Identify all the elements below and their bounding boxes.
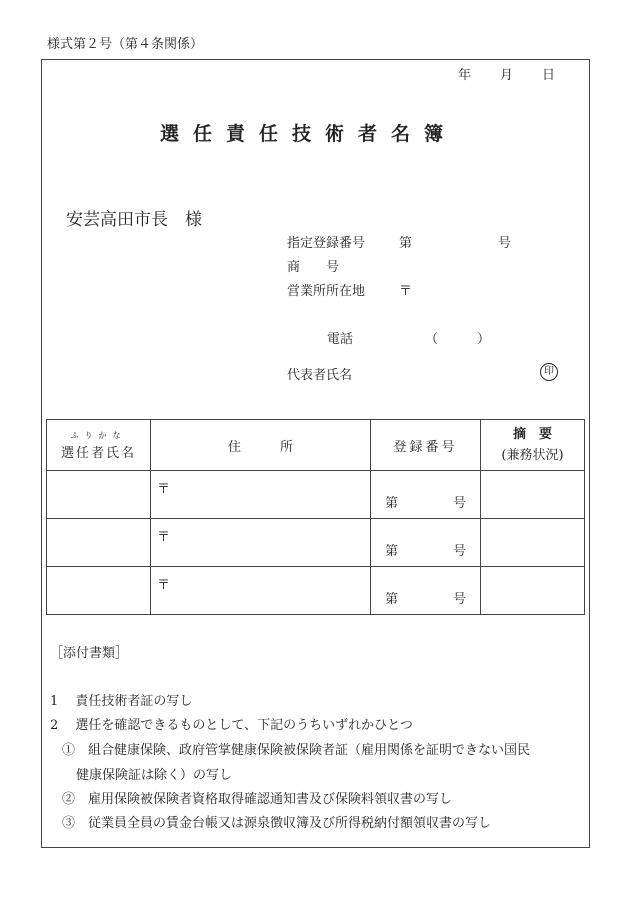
row1-reg-no-cell (371, 471, 481, 519)
addressee: 安芸高田市長 様 (66, 210, 202, 230)
row2-name-cell (47, 519, 151, 567)
header-reg-no: 登録番号 (371, 420, 481, 471)
phone-parens: （ ） (425, 332, 491, 347)
header-remarks-sub: (兼務状況) (501, 448, 564, 463)
row1-name-cell (47, 471, 151, 519)
row2-reg-no-cell (371, 519, 481, 567)
row2-go: 号 (452, 544, 466, 559)
office-address-label: 営業所所在地 (287, 284, 366, 299)
row1-remarks-cell (481, 471, 585, 519)
header-name-cell (47, 420, 151, 471)
row1-dai: 第 (385, 496, 399, 511)
row2-postal-mark: 〒 (157, 530, 171, 545)
row1-postal-mark: 〒 (157, 482, 171, 497)
header-remarks: 摘 要 (512, 427, 552, 442)
row2-dai: 第 (385, 544, 399, 559)
date-day: 日 (542, 68, 556, 83)
header-furigana: ふりかな (70, 430, 127, 440)
attachment-sub-3: ③ 従業員全員の賃金台帳又は源泉徴収簿及び所得税納付額領収書の写し (62, 816, 492, 831)
attachments-heading: ［添付書類］ (50, 646, 129, 661)
row1-address-cell (151, 471, 371, 519)
attachment-sub-1-line-2: 健康保険証は除く）の写し (76, 768, 233, 783)
date-month: 月 (500, 68, 514, 83)
table-row (47, 567, 585, 615)
table-header-row (47, 420, 585, 471)
date-year: 年 (458, 68, 472, 83)
row3-remarks-cell (481, 567, 585, 615)
row3-go: 号 (452, 592, 466, 607)
reg-no-prefix: 第 (399, 236, 413, 251)
table-row (47, 519, 585, 567)
page-title: 選任責任技術者名簿 (160, 123, 458, 145)
row2-remarks-cell (481, 519, 585, 567)
attachment-item-2: 2 選任を確認できるものとして、下記のうちいずれかひとつ (50, 718, 413, 733)
row3-reg-no-cell (371, 567, 481, 615)
seal-mark: 印 (540, 363, 558, 381)
table-row (47, 471, 585, 519)
phone-label: 電話 (327, 332, 354, 347)
row1-go: 号 (452, 496, 466, 511)
form-label: 様式第２号（第４条関係） (47, 37, 204, 52)
row3-dai: 第 (385, 592, 399, 607)
roster-table (46, 419, 585, 615)
attachment-item-1: 1 責任技術者証の写し (50, 694, 193, 709)
row3-name-cell (47, 567, 151, 615)
header-address: 住 所 (151, 420, 371, 471)
representative-label: 代表者氏名 (287, 368, 353, 383)
reg-no-suffix: 号 (498, 236, 512, 251)
office-postal-mark: 〒 (399, 284, 413, 299)
trade-name-label: 商 号 (287, 260, 340, 275)
attachment-sub-2: ② 雇用保険被保険者資格取得確認通知書及び保険料領収書の写し (62, 792, 453, 807)
row2-address-cell (151, 519, 371, 567)
header-remarks-cell (481, 420, 585, 471)
row3-address-cell (151, 567, 371, 615)
attachment-sub-1-line-1: ① 組合健康保険、政府管掌健康保険被保険者証（雇用関係を証明できない国民 (62, 743, 531, 758)
row3-postal-mark: 〒 (157, 578, 171, 593)
header-name: 選任者氏名 (60, 445, 136, 461)
reg-no-label: 指定登録番号 (287, 236, 366, 251)
